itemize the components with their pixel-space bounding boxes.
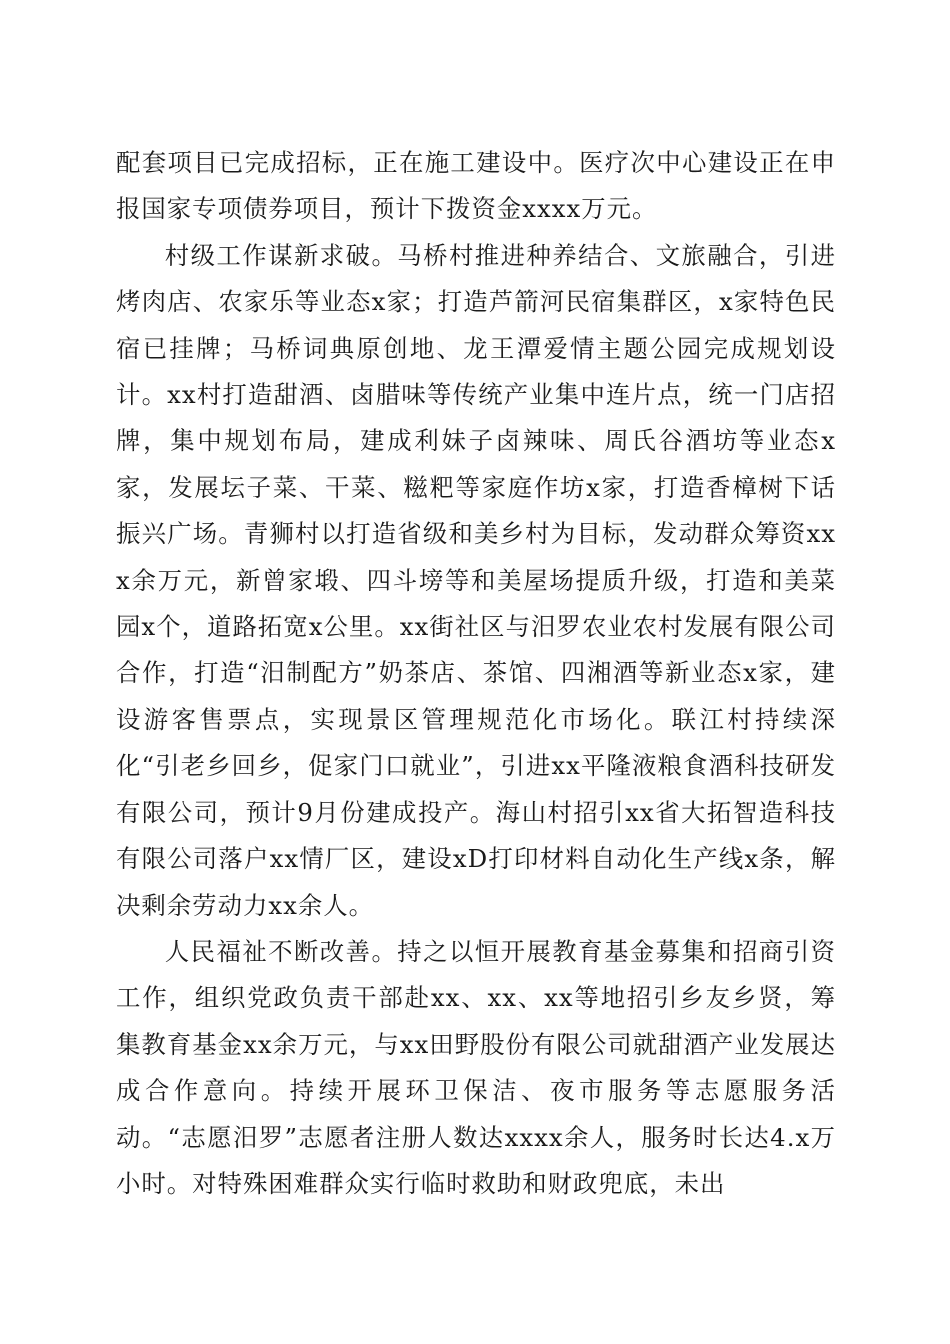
document-body: [116, 140, 836, 1207]
paragraph-1: 配套项目已完成招标，正在施工建设中。医疗次中心建设正在申报国家专项债券项目，预计下拨资金xxxx万元。: [116, 148, 836, 224]
paragraph-3: 人民福祉不断改善。持之以恒开展教育基金募集和招商引资工作，组织党政负责干部赴xx、xx、xx等地招引乡友乡贤，筹集教育基金xx余万元，与xx田野股份有限公司就甜酒产业发展达成合作意向。持续开展环卫保洁、夜市服务等志愿服务活动。“志愿汨罗”志愿者注册人数达xxxx余人，服务时长达4.x万小时。对特殊困难群众实行临时救助和财政兜底，未出: [116, 936, 836, 1198]
paragraph-2: 村级工作谋新求破。马桥村推进种养结合、文旅融合，引进烤肉店、农家乐等业态x家；打造芦箭河民宿集群区，x家特色民宿已挂牌；马桥词典原创地、龙王潭爱情主题公园完成规划设计。xx村打造甜酒、卤腊味等传统产业集中连片点，统一门店招牌，集中规划布局，建成利妹子卤辣味、周氏谷酒坊等业态x家，发展坛子菜、干菜、糍粑等家庭作坊x家，打造香樟树下话振兴广场。青狮村以打造省级和美乡村为目标，发动群众筹资xxx余万元，新曾家塅、四斗塝等和美屋场提质升级，打造和美菜园x个，道路拓宽x公里。xx街社区与汨罗农业农村发展有限公司合作，打造“汨制配方”奶茶店、茶馆、四湘酒等新业态x家，建设游客售票点，实现景区管理规范化市场化。联江村持续深化“引老乡回乡，促家门口就业”，引进xx平隆液粮食酒科技研发有限公司，预计9月份建成投产。海山村招引xx省大拓智造科技有限公司落户xx情厂区，建设xD打印材料自动化生产线x条，解决剩余劳动力xx余人。: [116, 240, 836, 920]
